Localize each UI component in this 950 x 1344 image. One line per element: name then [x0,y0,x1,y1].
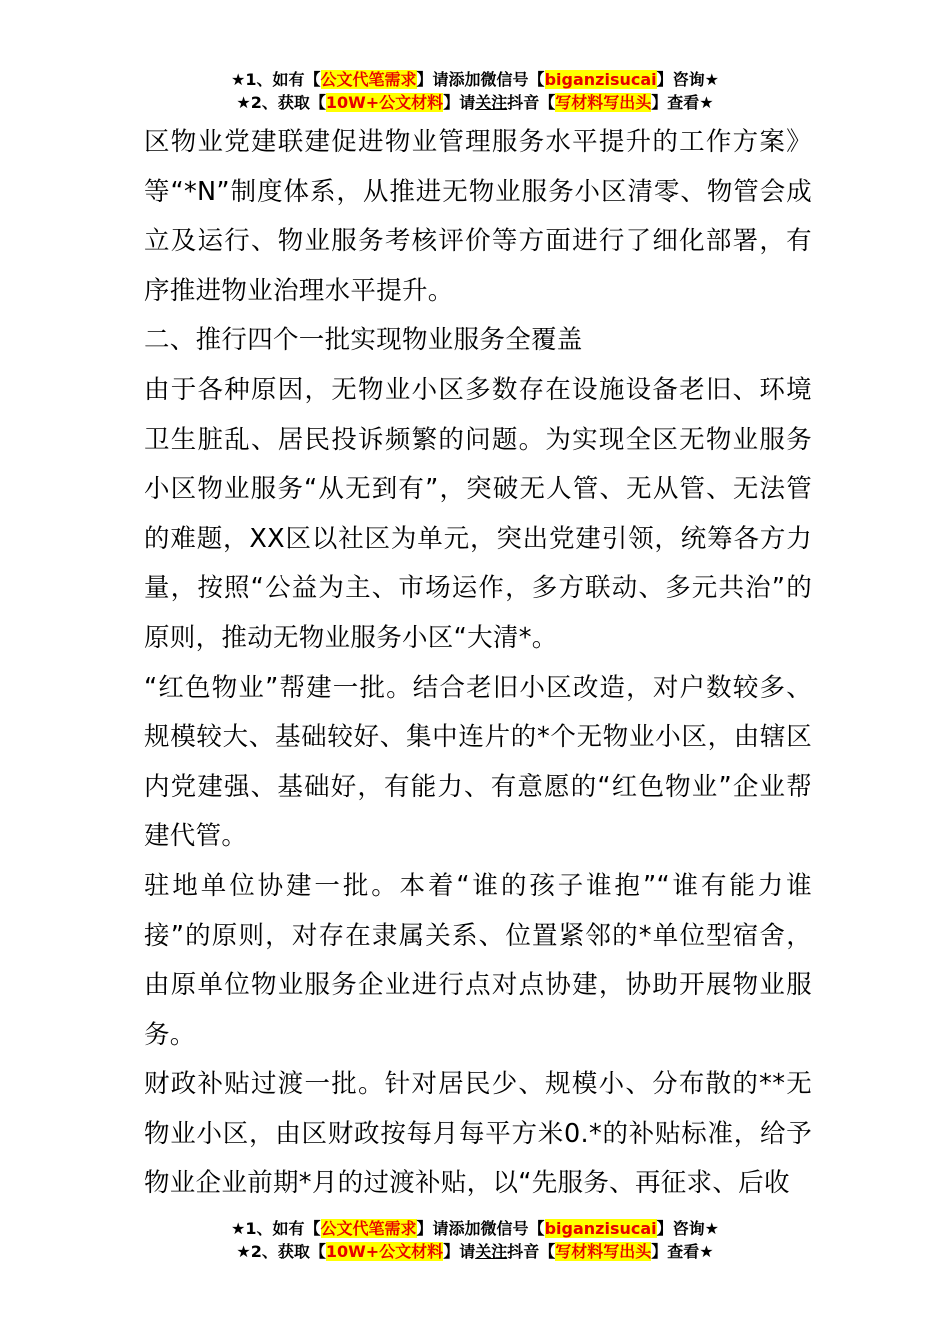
star-icon: ★ [699,93,714,112]
banner-text: 微信号【 [480,1219,545,1238]
highlight-wechat-id: biganzisucai [544,70,657,89]
star-icon: ★ [704,1219,719,1238]
banner-emphasis: 添加 [448,1219,481,1238]
banner-text: 】请 [416,70,449,89]
highlight-materials: 10W+公文材料 [325,93,444,112]
highlight-douyin-account: 写材料写出头 [555,1242,652,1261]
banner-text: 2、获取【 [250,93,326,112]
highlight-service: 公文代笔需求 [320,70,417,89]
document-body [144,118,812,1209]
paragraph: 由于各种原因，无物业小区多数存在设施设备老旧、环境卫生脏乱、居民投诉频繁的问题。为实现全区无物业服务小区物业服务“从无到有”，突破无人管、无从管、无法管的难题，XX区以社区为单元，突出党建引领，统筹各方力量，按照“公益为主、市场运作，多方联动、多元共治”的原则，推动无物业服务小区“大清*。 [144,374,812,653]
banner-emphasis: 关注 [475,1242,508,1261]
banner-text: 微信号【 [480,70,545,89]
star-icon: ★ [231,1219,246,1238]
banner-line-2 [0,1240,950,1263]
banner-emphasis: 关注 [475,93,508,112]
star-icon: ★ [699,1242,714,1261]
banner-text: 1、如有【 [245,1219,321,1238]
banner-line-2 [0,91,950,114]
star-icon: ★ [236,93,251,112]
star-icon: ★ [231,70,246,89]
paragraph: 区物业党建联建促进物业管理服务水平提升的工作方案》等“*N”制度体系，从推进无物业服务小区清零、物管会成立及运行、物业服务考核评价等方面进行了细化部署，有序推进物业治理水平提升。 [144,127,812,306]
banner-text: 】查看 [651,1242,700,1261]
banner-line-1 [0,68,950,91]
banner-text: 】查看 [651,93,700,112]
highlight-materials: 10W+公文材料 [325,1242,444,1261]
star-icon: ★ [236,1242,251,1261]
star-icon: ★ [704,70,719,89]
footer-banner [0,1217,950,1263]
banner-text: 2、获取【 [250,1242,326,1261]
banner-text: 1、如有【 [245,70,321,89]
banner-text: 】咨询 [656,1219,705,1238]
paragraph: 财政补贴过渡一批。针对居民少、规模小、分布散的**无物业小区，由区财政按每月每平方米0.*的补贴标准，给予物业企业前期*月的过渡补贴，以“先服务、再征求、后收 [144,1069,812,1199]
highlight-wechat-id: biganzisucai [544,1219,657,1238]
banner-text: 】请 [443,1242,476,1261]
banner-text: 】请 [443,93,476,112]
banner-line-1 [0,1217,950,1240]
highlight-douyin-account: 写材料写出头 [555,93,652,112]
banner-text: 】请 [416,1219,449,1238]
highlight-service: 公文代笔需求 [320,1219,417,1238]
paragraph: 驻地单位协建一批。本着“谁的孩子谁抱”“谁有能力谁接”的原则，对存在隶属关系、位置紧邻的*单位型宿舍，由原单位物业服务企业进行点对点协建，协助开展物业服务。 [144,870,812,1050]
banner-text: 抖音【 [507,93,556,112]
header-banner [0,68,950,114]
section-heading: 二、推行四个一批实现物业服务全覆盖 [144,325,583,356]
paragraph: “红色物业”帮建一批。结合老旧小区改造，对户数较多、规模较大、基础较好、集中连片的*个无物业小区，由辖区内党建强、基础好，有能力、有意愿的“红色物业”企业帮建代管。 [144,672,812,852]
banner-text: 】咨询 [656,70,705,89]
banner-text: 抖音【 [507,1242,556,1261]
banner-emphasis: 添加 [448,70,481,89]
